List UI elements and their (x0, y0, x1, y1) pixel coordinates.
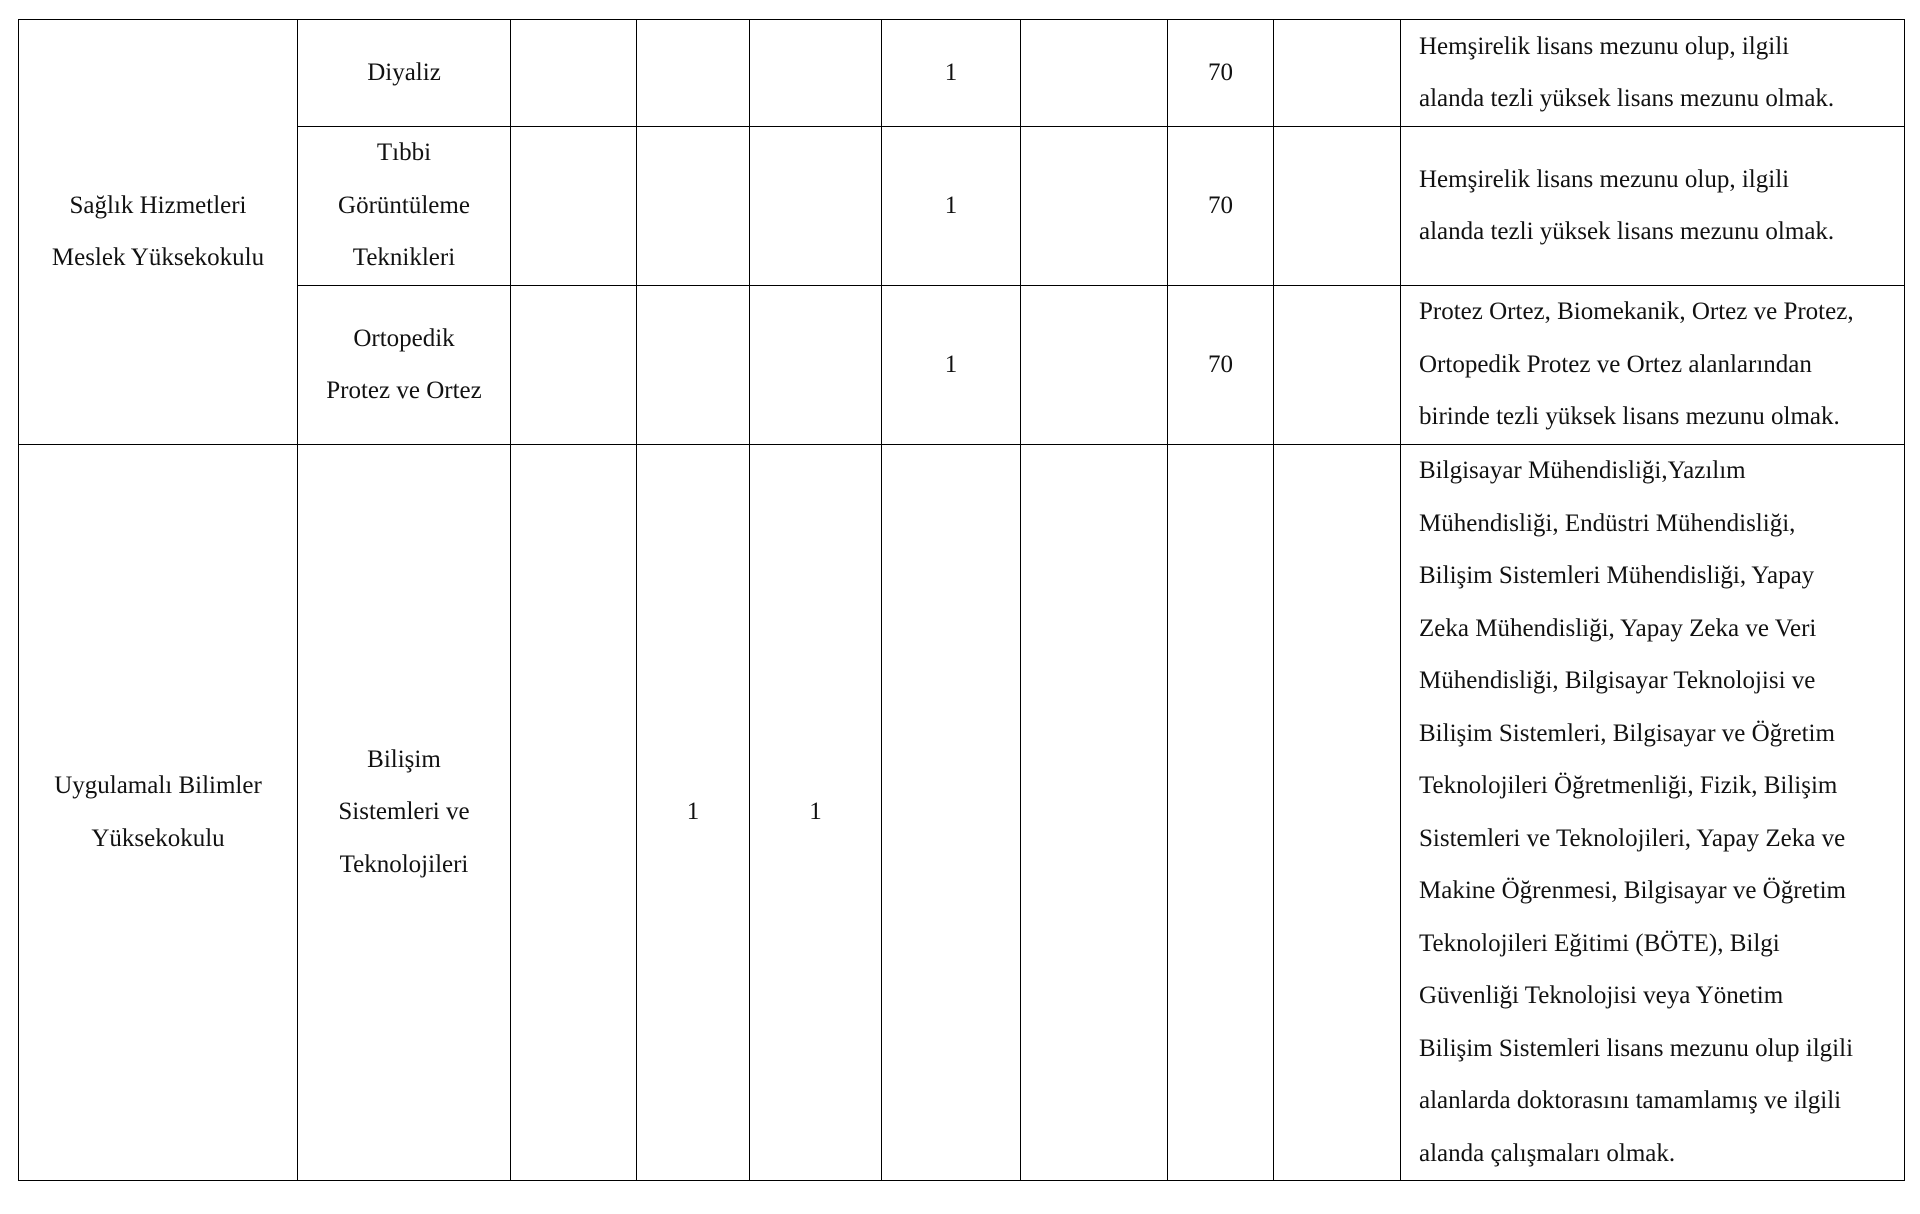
requirements-cell: Bilgisayar Mühendisliği,Yazılım Mühendisliği, Endüstri Mühendisliği, Bilişim Sistemleri Mühendisliği, Yapay Zeka Mühendisliği, Yapay Zeka ve Veri Mühendisliği, Bilgisayar Teknolojisi ve Bilişim Sistemleri, Bilgisayar ve Öğretim Teknolojileri Öğretmenliği, Fizik, Bilişim Sistemleri ve Teknolojileri, Yapay Zeka ve Makine Öğrenmesi, Bilgisayar ve Öğretim Teknolojileri Eğitimi (BÖTE), Bilgi Güvenliği Teknolojisi veya Yönetim Bilişim Sistemleri lisans mezunu olup ilgili alanlarda doktorasını tamamlamış ve ilgili alanda çalışmaları olmak. (1401, 445, 1905, 1181)
ales-cell: 70 (1168, 20, 1274, 127)
table-row (19, 20, 1905, 127)
unit-cell: Sağlık Hizmetleri Meslek Yüksekokulu (19, 20, 298, 445)
table-row (19, 127, 1905, 286)
research-assistant-cell (1021, 286, 1168, 445)
requirements-cell: Hemşirelik lisans mezunu olup, ilgili alanda tezli yüksek lisans mezunu olmak. (1401, 127, 1905, 286)
table-row (19, 286, 1905, 445)
program-cell: Bilişim Sistemleri ve Teknolojileri (298, 445, 511, 1181)
requirements-cell: Hemşirelik lisans mezunu olup, ilgili alanda tezli yüksek lisans mezunu olmak. (1401, 20, 1905, 127)
program-cell: Ortopedik Protez ve Ortez (298, 286, 511, 445)
assistant-professor-cell (750, 20, 882, 127)
requirements-cell: Protez Ortez, Biomekanik, Ortez ve Protez, Ortopedik Protez ve Ortez alanlarından birinde tezli yüksek lisans mezunu olmak. (1401, 286, 1905, 445)
associate-professor-cell (637, 286, 750, 445)
associate-professor-cell (637, 20, 750, 127)
associate-professor-cell: 1 (637, 445, 750, 1181)
research-assistant-cell (1021, 20, 1168, 127)
ales-cell (1168, 445, 1274, 1181)
assistant-professor-cell (750, 286, 882, 445)
research-assistant-cell (1021, 445, 1168, 1181)
assistant-professor-cell: 1 (750, 445, 882, 1181)
program-cell: Tıbbi Görüntüleme Teknikleri (298, 127, 511, 286)
professor-cell (511, 20, 637, 127)
lecturer-cell: 1 (882, 127, 1021, 286)
lecturer-cell: 1 (882, 20, 1021, 127)
foreign-language-cell (1274, 445, 1401, 1181)
ales-cell: 70 (1168, 127, 1274, 286)
professor-cell (511, 445, 637, 1181)
professor-cell (511, 286, 637, 445)
program-cell: Diyaliz (298, 20, 511, 127)
staff-requirements-table (18, 19, 1905, 1181)
foreign-language-cell (1274, 286, 1401, 445)
research-assistant-cell (1021, 127, 1168, 286)
foreign-language-cell (1274, 20, 1401, 127)
foreign-language-cell (1274, 127, 1401, 286)
associate-professor-cell (637, 127, 750, 286)
professor-cell (511, 127, 637, 286)
lecturer-cell (882, 445, 1021, 1181)
unit-cell: Uygulamalı Bilimler Yüksekokulu (19, 445, 298, 1181)
ales-cell: 70 (1168, 286, 1274, 445)
lecturer-cell: 1 (882, 286, 1021, 445)
table-row (19, 445, 1905, 1181)
assistant-professor-cell (750, 127, 882, 286)
